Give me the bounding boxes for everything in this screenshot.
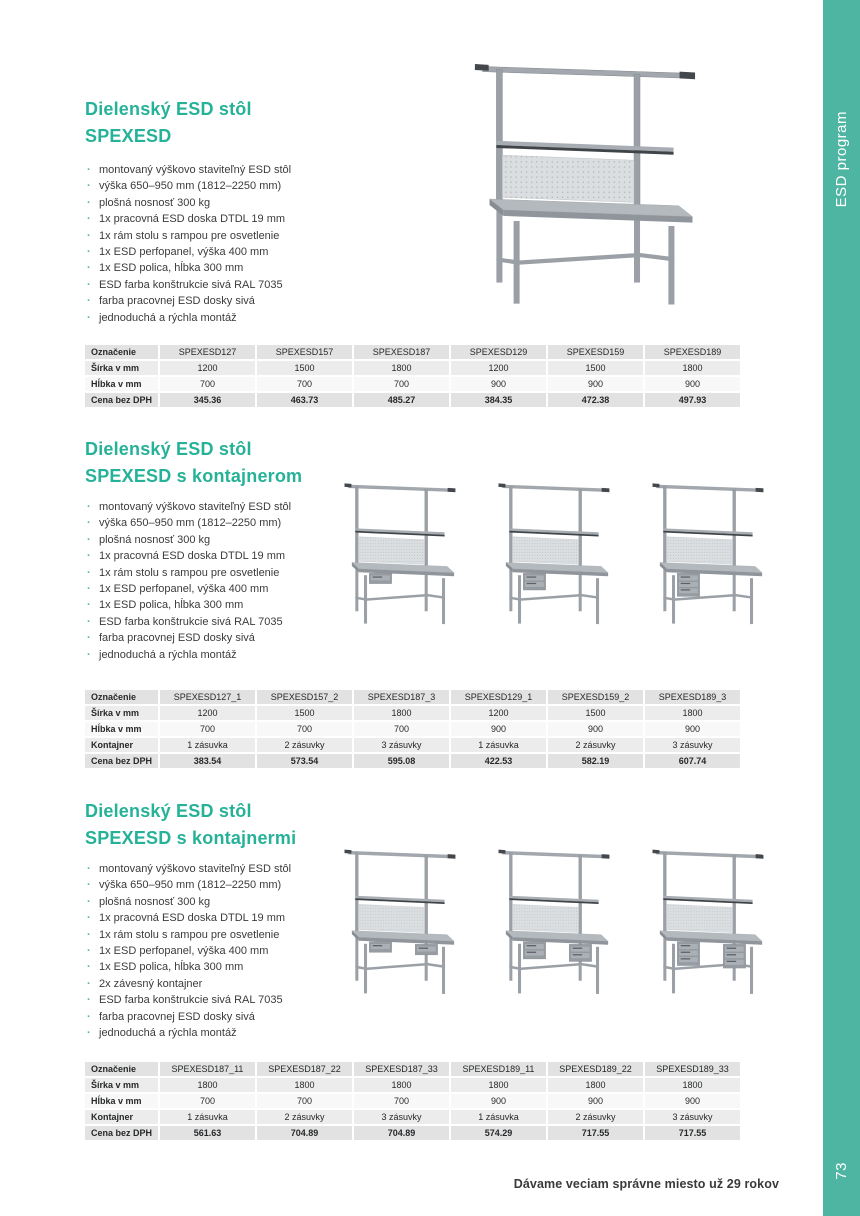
- table-value-cell: SPEXESD187_22: [257, 1062, 352, 1076]
- table-value-cell: 900: [645, 377, 740, 391]
- table-value-cell: 1800: [160, 1078, 255, 1092]
- table-value-cell: 422.53: [451, 754, 546, 768]
- bullet-item: · jednoduchá a rýchla montáž: [85, 1025, 420, 1041]
- table-label-cell: Cena bez DPH: [85, 1126, 158, 1140]
- workbench-illustration: [646, 474, 776, 632]
- sidebar-title-wrap: [823, 92, 860, 227]
- section-title-line2: SPEXESD: [85, 126, 172, 146]
- table-value-cell: 700: [160, 377, 255, 391]
- table-value-cell: SPEXESD159: [548, 345, 643, 359]
- table-value-cell: SPEXESD159_2: [548, 690, 643, 704]
- bullet-item: · 1x ESD perfopanel, výška 400 mm: [85, 244, 420, 260]
- table-value-cell: 700: [160, 722, 255, 736]
- table-value-cell: 1200: [160, 361, 255, 375]
- table-value-cell: SPEXESD189_33: [645, 1062, 740, 1076]
- table-value-cell: 1800: [354, 361, 449, 375]
- workbench-illustration: [338, 840, 468, 1002]
- bullet-item: · 1x rám stolu s rampou pre osvetlenie: [85, 565, 420, 581]
- table-value-cell: 383.54: [160, 754, 255, 768]
- table-value-cell: 900: [451, 377, 546, 391]
- table-value-cell: 717.55: [645, 1126, 740, 1140]
- bullet-item: · 1x ESD perfopanel, výška 400 mm: [85, 943, 420, 959]
- table-value-cell: 2 zásuvky: [548, 738, 643, 752]
- table-value-cell: 2 zásuvky: [548, 1110, 643, 1124]
- bullet-item: · 1x ESD polica, hĺbka 300 mm: [85, 260, 420, 276]
- table-value-cell: 384.35: [451, 393, 546, 407]
- table-value-cell: 1800: [645, 706, 740, 720]
- workbench-illustration: [492, 474, 622, 632]
- table-value-cell: 1500: [257, 706, 352, 720]
- table-value-cell: 1 zásuvka: [451, 1110, 546, 1124]
- workbench-illustration: [646, 840, 776, 1002]
- table-value-cell: 561.63: [160, 1126, 255, 1140]
- table-label-cell: Označenie: [85, 690, 158, 704]
- spec-table: [85, 690, 740, 768]
- bullet-item: · 1x pracovná ESD doska DTDL 19 mm: [85, 548, 420, 564]
- table-value-cell: 3 zásuvky: [645, 1110, 740, 1124]
- table-value-cell: 704.89: [257, 1126, 352, 1140]
- bullet-item: · 1x rám stolu s rampou pre osvetlenie: [85, 927, 420, 943]
- table-value-cell: SPEXESD189: [645, 345, 740, 359]
- bullet-item: · výška 650–950 mm (1812–2250 mm): [85, 178, 420, 194]
- bullet-item: · ESD farba konštrukcie sivá RAL 7035: [85, 277, 420, 293]
- table-value-cell: SPEXESD127_1: [160, 690, 255, 704]
- bullet-item: · 1x pracovná ESD doska DTDL 19 mm: [85, 910, 420, 926]
- table-value-cell: 1800: [645, 1078, 740, 1092]
- page-number: 73: [833, 1162, 850, 1180]
- bullet-item: · ESD farba konštrukcie sivá RAL 7035: [85, 992, 420, 1008]
- section-title: [85, 436, 302, 490]
- table-value-cell: 700: [354, 1094, 449, 1108]
- table-value-cell: 1800: [645, 361, 740, 375]
- bullet-item: · plošná nosnosť 300 kg: [85, 195, 420, 211]
- table-value-cell: 574.29: [451, 1126, 546, 1140]
- workbench-illustration: [462, 48, 720, 318]
- bullet-item: · montovaný výškovo staviteľný ESD stôl: [85, 499, 420, 515]
- table-label-cell: Hĺbka v mm: [85, 722, 158, 736]
- table-value-cell: SPEXESD187_11: [160, 1062, 255, 1076]
- table-value-cell: 1200: [451, 706, 546, 720]
- table-value-cell: 582.19: [548, 754, 643, 768]
- table-value-cell: 485.27: [354, 393, 449, 407]
- table-value-cell: 1200: [160, 706, 255, 720]
- bullet-item: · montovaný výškovo staviteľný ESD stôl: [85, 162, 420, 178]
- table-value-cell: 900: [451, 722, 546, 736]
- table-label-cell: Označenie: [85, 345, 158, 359]
- table-value-cell: 900: [645, 1094, 740, 1108]
- table-value-cell: 1500: [548, 706, 643, 720]
- table-label-cell: Šírka v mm: [85, 706, 158, 720]
- table-value-cell: 345.36: [160, 393, 255, 407]
- bullet-item: · farba pracovnej ESD dosky sivá: [85, 630, 420, 646]
- table-value-cell: 700: [354, 377, 449, 391]
- table-value-cell: 1800: [451, 1078, 546, 1092]
- table-value-cell: 700: [160, 1094, 255, 1108]
- table-value-cell: 573.54: [257, 754, 352, 768]
- section-title-line1: Dielenský ESD stôl: [85, 801, 252, 821]
- table-value-cell: 1800: [257, 1078, 352, 1092]
- section-title-line2: SPEXESD s kontajnermi: [85, 828, 297, 848]
- bullet-item: · 1x ESD polica, hĺbka 300 mm: [85, 959, 420, 975]
- table-value-cell: 2 zásuvky: [257, 1110, 352, 1124]
- table-value-cell: SPEXESD187_3: [354, 690, 449, 704]
- table-value-cell: 700: [257, 377, 352, 391]
- bullet-item: · plošná nosnosť 300 kg: [85, 532, 420, 548]
- table-value-cell: 900: [548, 1094, 643, 1108]
- table-value-cell: 700: [257, 722, 352, 736]
- table-value-cell: SPEXESD129_1: [451, 690, 546, 704]
- table-label-cell: Kontajner: [85, 738, 158, 752]
- bullet-item: · 1x pracovná ESD doska DTDL 19 mm: [85, 211, 420, 227]
- bullet-item: · 1x ESD perfopanel, výška 400 mm: [85, 581, 420, 597]
- table-value-cell: 595.08: [354, 754, 449, 768]
- table-label-cell: Cena bez DPH: [85, 754, 158, 768]
- table-value-cell: SPEXESD189_3: [645, 690, 740, 704]
- footer-tagline: Dávame veciam správne miesto už 29 rokov: [513, 1177, 779, 1191]
- section-title-line1: Dielenský ESD stôl: [85, 99, 252, 119]
- product-images: [462, 48, 720, 318]
- table-value-cell: SPEXESD127: [160, 345, 255, 359]
- table-value-cell: 1 zásuvka: [160, 738, 255, 752]
- table-value-cell: SPEXESD187_33: [354, 1062, 449, 1076]
- table-value-cell: 1800: [354, 1078, 449, 1092]
- table-value-cell: 1 zásuvka: [160, 1110, 255, 1124]
- table-value-cell: SPEXESD189_11: [451, 1062, 546, 1076]
- table-value-cell: 1800: [548, 1078, 643, 1092]
- spec-table: [85, 345, 740, 407]
- table-value-cell: 1500: [257, 361, 352, 375]
- workbench-illustration: [492, 840, 622, 1002]
- bullet-item: · 1x ESD polica, hĺbka 300 mm: [85, 597, 420, 613]
- table-value-cell: SPEXESD129: [451, 345, 546, 359]
- table-label-cell: Označenie: [85, 1062, 158, 1076]
- section-title: [85, 96, 252, 150]
- table-value-cell: SPEXESD157: [257, 345, 352, 359]
- bullet-item: · ESD farba konštrukcie sivá RAL 7035: [85, 614, 420, 630]
- table-value-cell: 1800: [354, 706, 449, 720]
- table-value-cell: 900: [548, 377, 643, 391]
- bullet-item: · výška 650–950 mm (1812–2250 mm): [85, 515, 420, 531]
- product-images: [338, 840, 776, 1002]
- table-value-cell: 472.38: [548, 393, 643, 407]
- bullet-item: · 1x rám stolu s rampou pre osvetlenie: [85, 228, 420, 244]
- bullet-item: · výška 650–950 mm (1812–2250 mm): [85, 877, 420, 893]
- product-images: [338, 474, 776, 632]
- table-value-cell: 700: [257, 1094, 352, 1108]
- bullet-list: [85, 162, 420, 326]
- table-label-cell: Cena bez DPH: [85, 393, 158, 407]
- table-value-cell: 2 zásuvky: [257, 738, 352, 752]
- bullet-item: · farba pracovnej ESD dosky sivá: [85, 293, 420, 309]
- table-value-cell: 1200: [451, 361, 546, 375]
- table-value-cell: SPEXESD189_22: [548, 1062, 643, 1076]
- table-value-cell: 700: [354, 722, 449, 736]
- table-value-cell: 1500: [548, 361, 643, 375]
- table-value-cell: 1 zásuvka: [451, 738, 546, 752]
- table-value-cell: 3 zásuvky: [354, 738, 449, 752]
- workbench-illustration: [338, 474, 468, 632]
- sidebar-strip: [823, 0, 860, 1216]
- section-title-line1: Dielenský ESD stôl: [85, 439, 252, 459]
- bullet-item: · plošná nosnosť 300 kg: [85, 894, 420, 910]
- table-label-cell: Kontajner: [85, 1110, 158, 1124]
- section-title-line2: SPEXESD s kontajnerom: [85, 466, 303, 486]
- table-value-cell: 3 zásuvky: [645, 738, 740, 752]
- page-number-wrap: [823, 1162, 860, 1180]
- bullet-item: · jednoduchá a rýchla montáž: [85, 647, 420, 663]
- bullet-item: · jednoduchá a rýchla montáž: [85, 310, 420, 326]
- table-value-cell: 900: [451, 1094, 546, 1108]
- table-label-cell: Hĺbka v mm: [85, 1094, 158, 1108]
- table-label-cell: Hĺbka v mm: [85, 377, 158, 391]
- spec-table: [85, 1062, 740, 1140]
- table-value-cell: 3 zásuvky: [354, 1110, 449, 1124]
- table-label-cell: Šírka v mm: [85, 361, 158, 375]
- table-value-cell: 497.93: [645, 393, 740, 407]
- section-title: [85, 798, 296, 852]
- table-value-cell: 463.73: [257, 393, 352, 407]
- sidebar-title: ESD program: [833, 111, 850, 208]
- table-value-cell: 704.89: [354, 1126, 449, 1140]
- table-value-cell: SPEXESD187: [354, 345, 449, 359]
- bullet-item: · 2x závesný kontajner: [85, 976, 420, 992]
- table-value-cell: 900: [548, 722, 643, 736]
- bullet-item: · montovaný výškovo staviteľný ESD stôl: [85, 861, 420, 877]
- bullet-item: · farba pracovnej ESD dosky sivá: [85, 1009, 420, 1025]
- table-label-cell: Šírka v mm: [85, 1078, 158, 1092]
- table-value-cell: SPEXESD157_2: [257, 690, 352, 704]
- table-value-cell: 717.55: [548, 1126, 643, 1140]
- table-value-cell: 607.74: [645, 754, 740, 768]
- table-value-cell: 900: [645, 722, 740, 736]
